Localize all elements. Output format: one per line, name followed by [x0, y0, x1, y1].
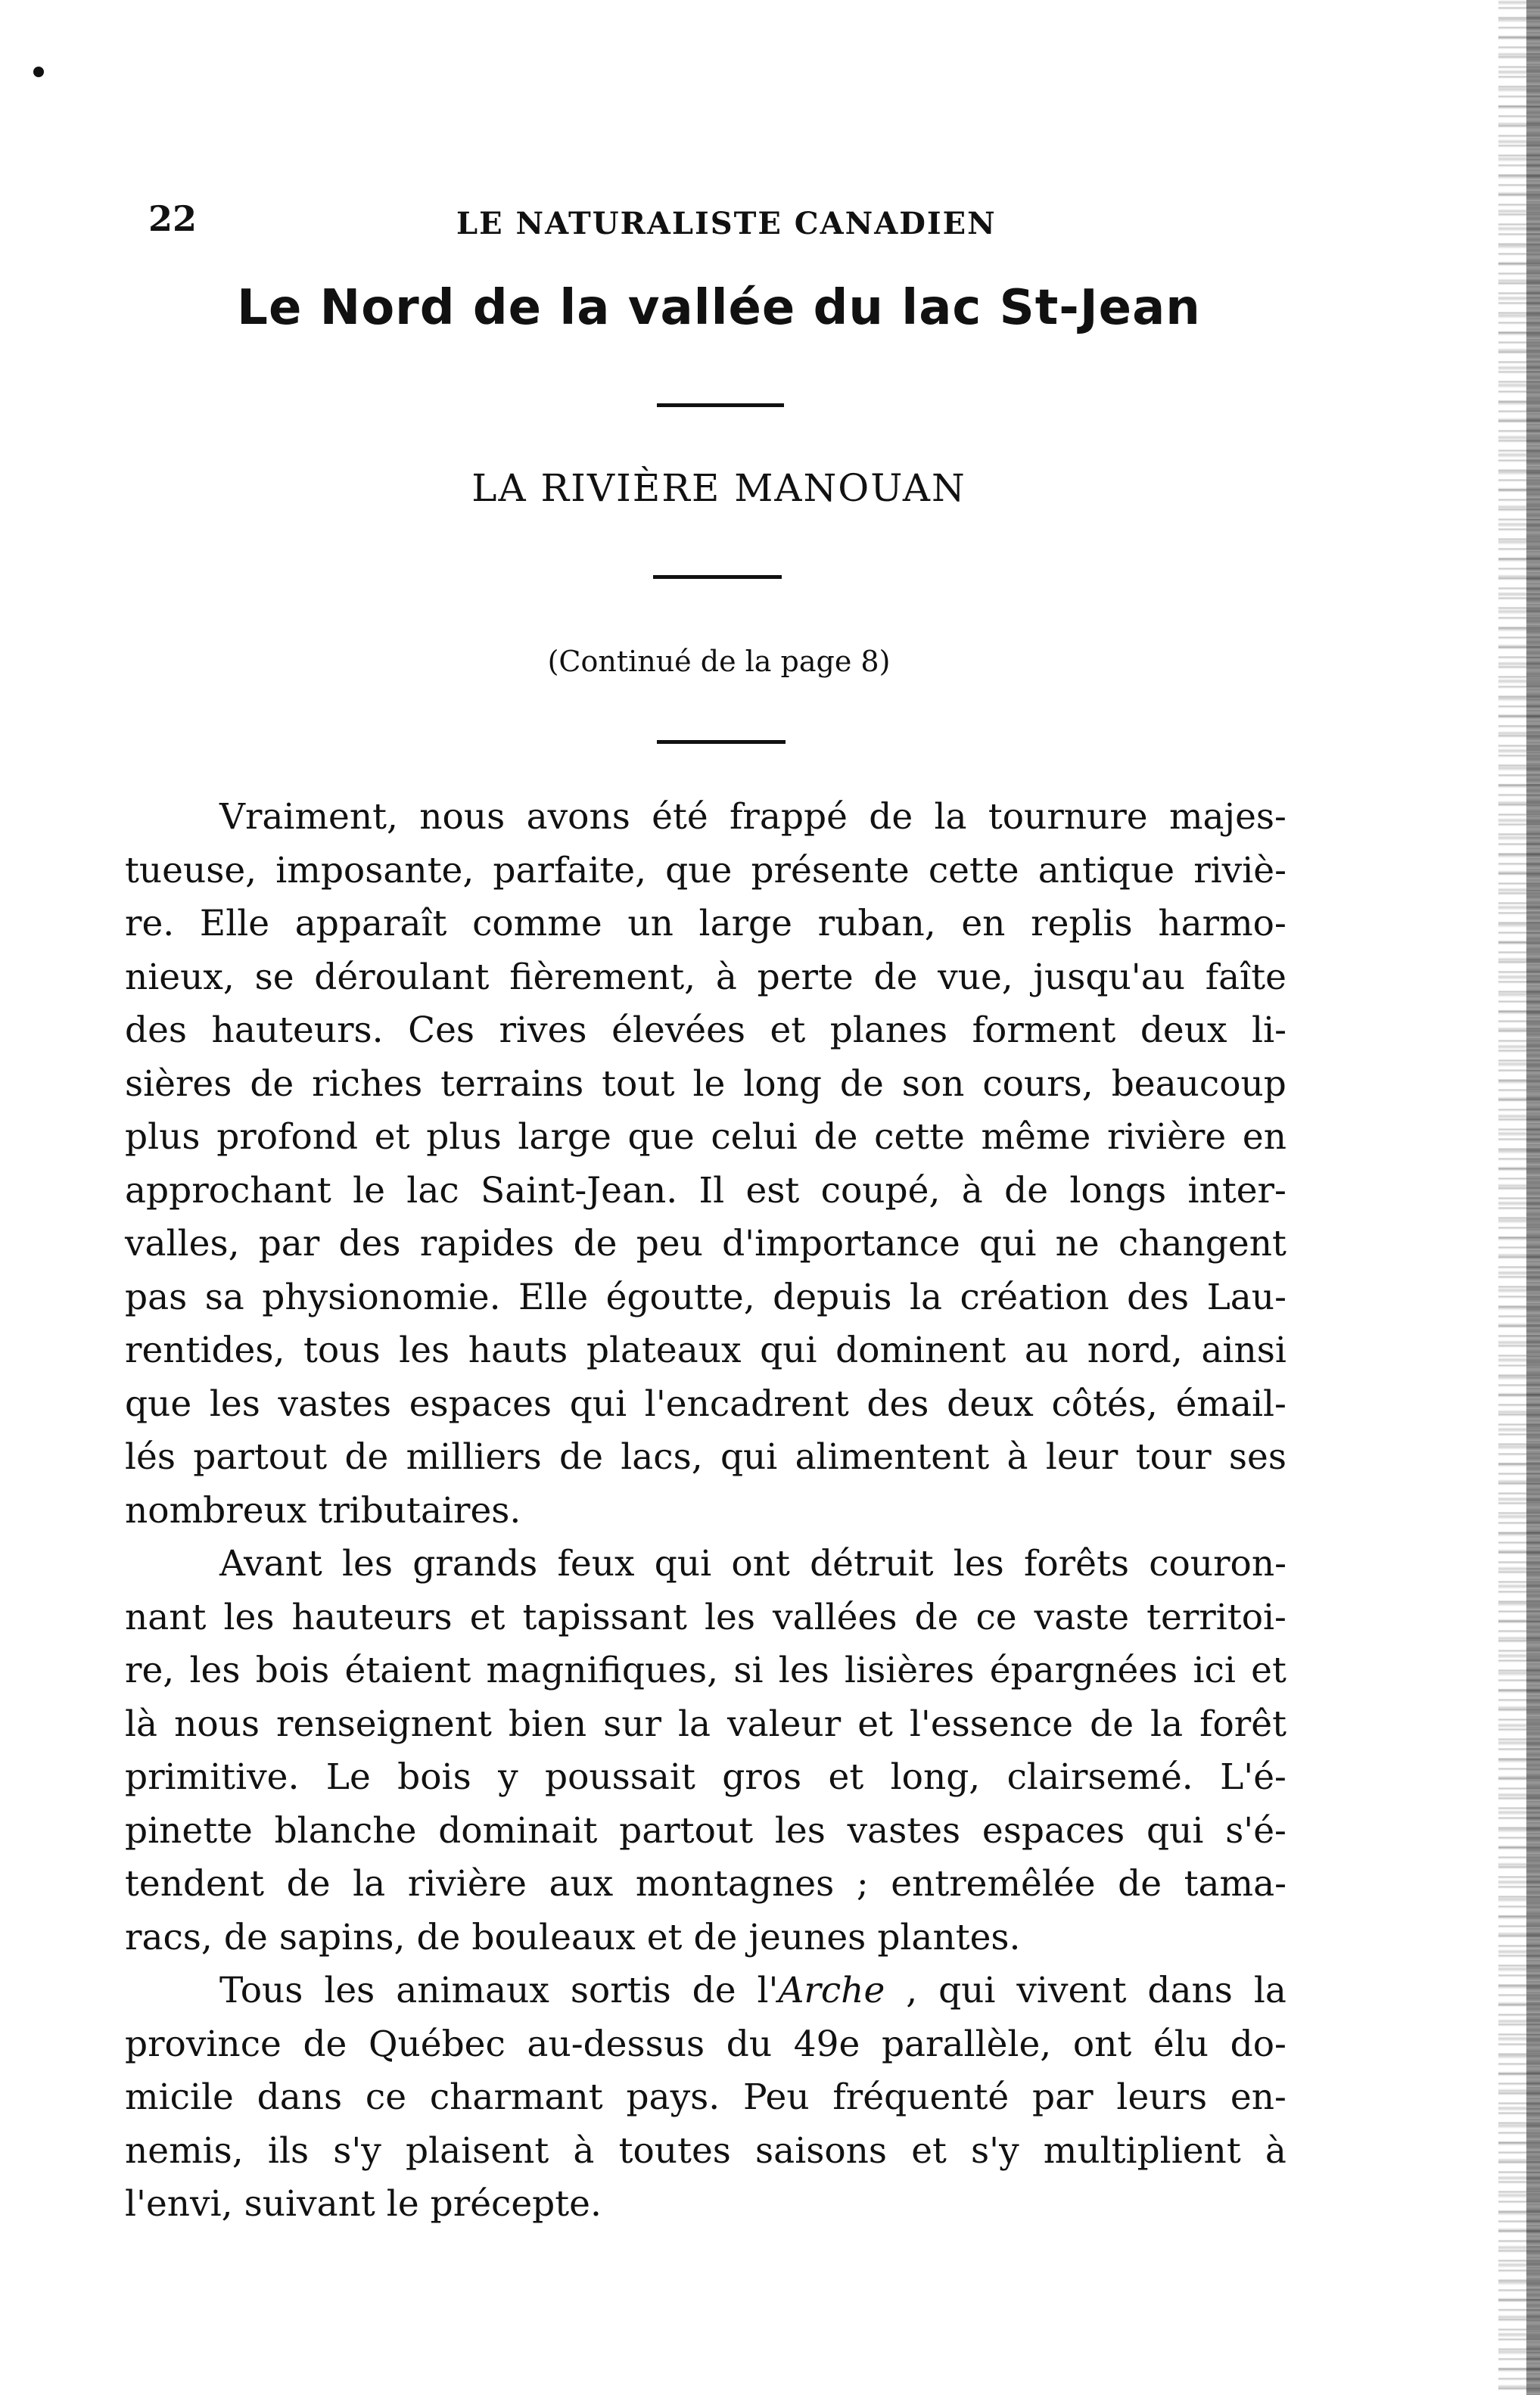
text-line: valles, par des rapides de peu d'importance qui ne changent [125, 1223, 1286, 1264]
section-rule [653, 575, 782, 579]
journal-name: LE NATURALISTE CANADIEN [456, 206, 997, 241]
text-line: re, les bois étaient magnifiques, si les lisières épargnées ici et [125, 1650, 1286, 1691]
text-line: pinette blanche dominait partout les vastes espaces qui s'é- [125, 1809, 1286, 1852]
section-title: LA RIVIÈRE MANOUAN [471, 466, 966, 510]
continued-note: (Continué de la page 8) [547, 645, 891, 678]
text-line: pas sa physionomie. Elle égoutte, depuis la création des Lau- [125, 1276, 1286, 1318]
ink-speck [33, 67, 44, 77]
text-line: province de Québec au-dessus du 49e parallèle, ont élu do- [125, 2023, 1286, 2065]
text-line: micile dans ce charmant pays. Peu fréquenté par leurs en- [125, 2076, 1286, 2118]
article-body [125, 791, 1286, 2232]
continued-rule [657, 740, 786, 744]
text-line: racs, de sapins, de bouleaux et de jeunes plantes. [125, 1916, 1021, 1958]
scan-edge-shadow [1526, 0, 1540, 2395]
text-line: Avant les grands feux qui ont détruit les forêts couron- [219, 1543, 1286, 1585]
text-line: lés partout de milliers de lacs, qui alimentent à leur tour ses [125, 1436, 1286, 1478]
running-head [0, 198, 1540, 244]
article-title: Le Nord de la vallée du lac St-Jean [237, 280, 1201, 336]
text-line: primitive. Le bois y poussait gros et long, clairsemé. L'é- [125, 1756, 1286, 1798]
text-line: plus profond et plus large que celui de cette même rivière en [125, 1116, 1286, 1158]
italic-word: Arche [778, 1970, 885, 2011]
text-line: nant les hauteurs et tapissant les vallées de ce vaste territoi- [125, 1596, 1286, 1638]
text-line: rentides, tous les hauts plateaux qui dominent au nord, ainsi [125, 1330, 1286, 1371]
text-line: des hauteurs. Ces rives élevées et planes forment deux li- [125, 1009, 1286, 1051]
text-line: approchant le lac Saint-Jean. Il est coupé, à de longs inter- [125, 1169, 1286, 1211]
text-line: nombreux tributaires. [125, 1489, 521, 1532]
text-line: l'envi, suivant le précepte. [125, 2183, 602, 2225]
text-line: Tous les animaux sortis de l'Arche , qui vivent dans la [219, 1970, 1286, 2011]
text-line: tueuse, imposante, parfaite, que présente cette antique riviè- [125, 849, 1286, 891]
text-line: là nous renseignent bien sur la valeur et l'essence de la forêt [125, 1703, 1286, 1745]
title-rule [657, 403, 784, 407]
text-line: re. Elle apparaît comme un large ruban, en replis harmo- [125, 903, 1286, 944]
text-line: tendent de la rivière aux montagnes ; entremêlée de tama- [125, 1863, 1286, 1905]
text-line: nieux, se déroulant fièrement, à perte de vue, jusqu'au faîte [125, 956, 1286, 998]
page-number: 22 [148, 198, 198, 239]
text-line: Vraiment, nous avons été frappé de la tournure majes- [219, 796, 1286, 838]
text-line: sières de riches terrains tout le long de son cours, beaucoup [125, 1062, 1286, 1105]
text-line: que les vastes espaces qui l'encadrent des deux côtés, émail- [125, 1383, 1286, 1425]
text-line: nemis, ils s'y plaisent à toutes saisons et s'y multiplient à [125, 2129, 1286, 2172]
